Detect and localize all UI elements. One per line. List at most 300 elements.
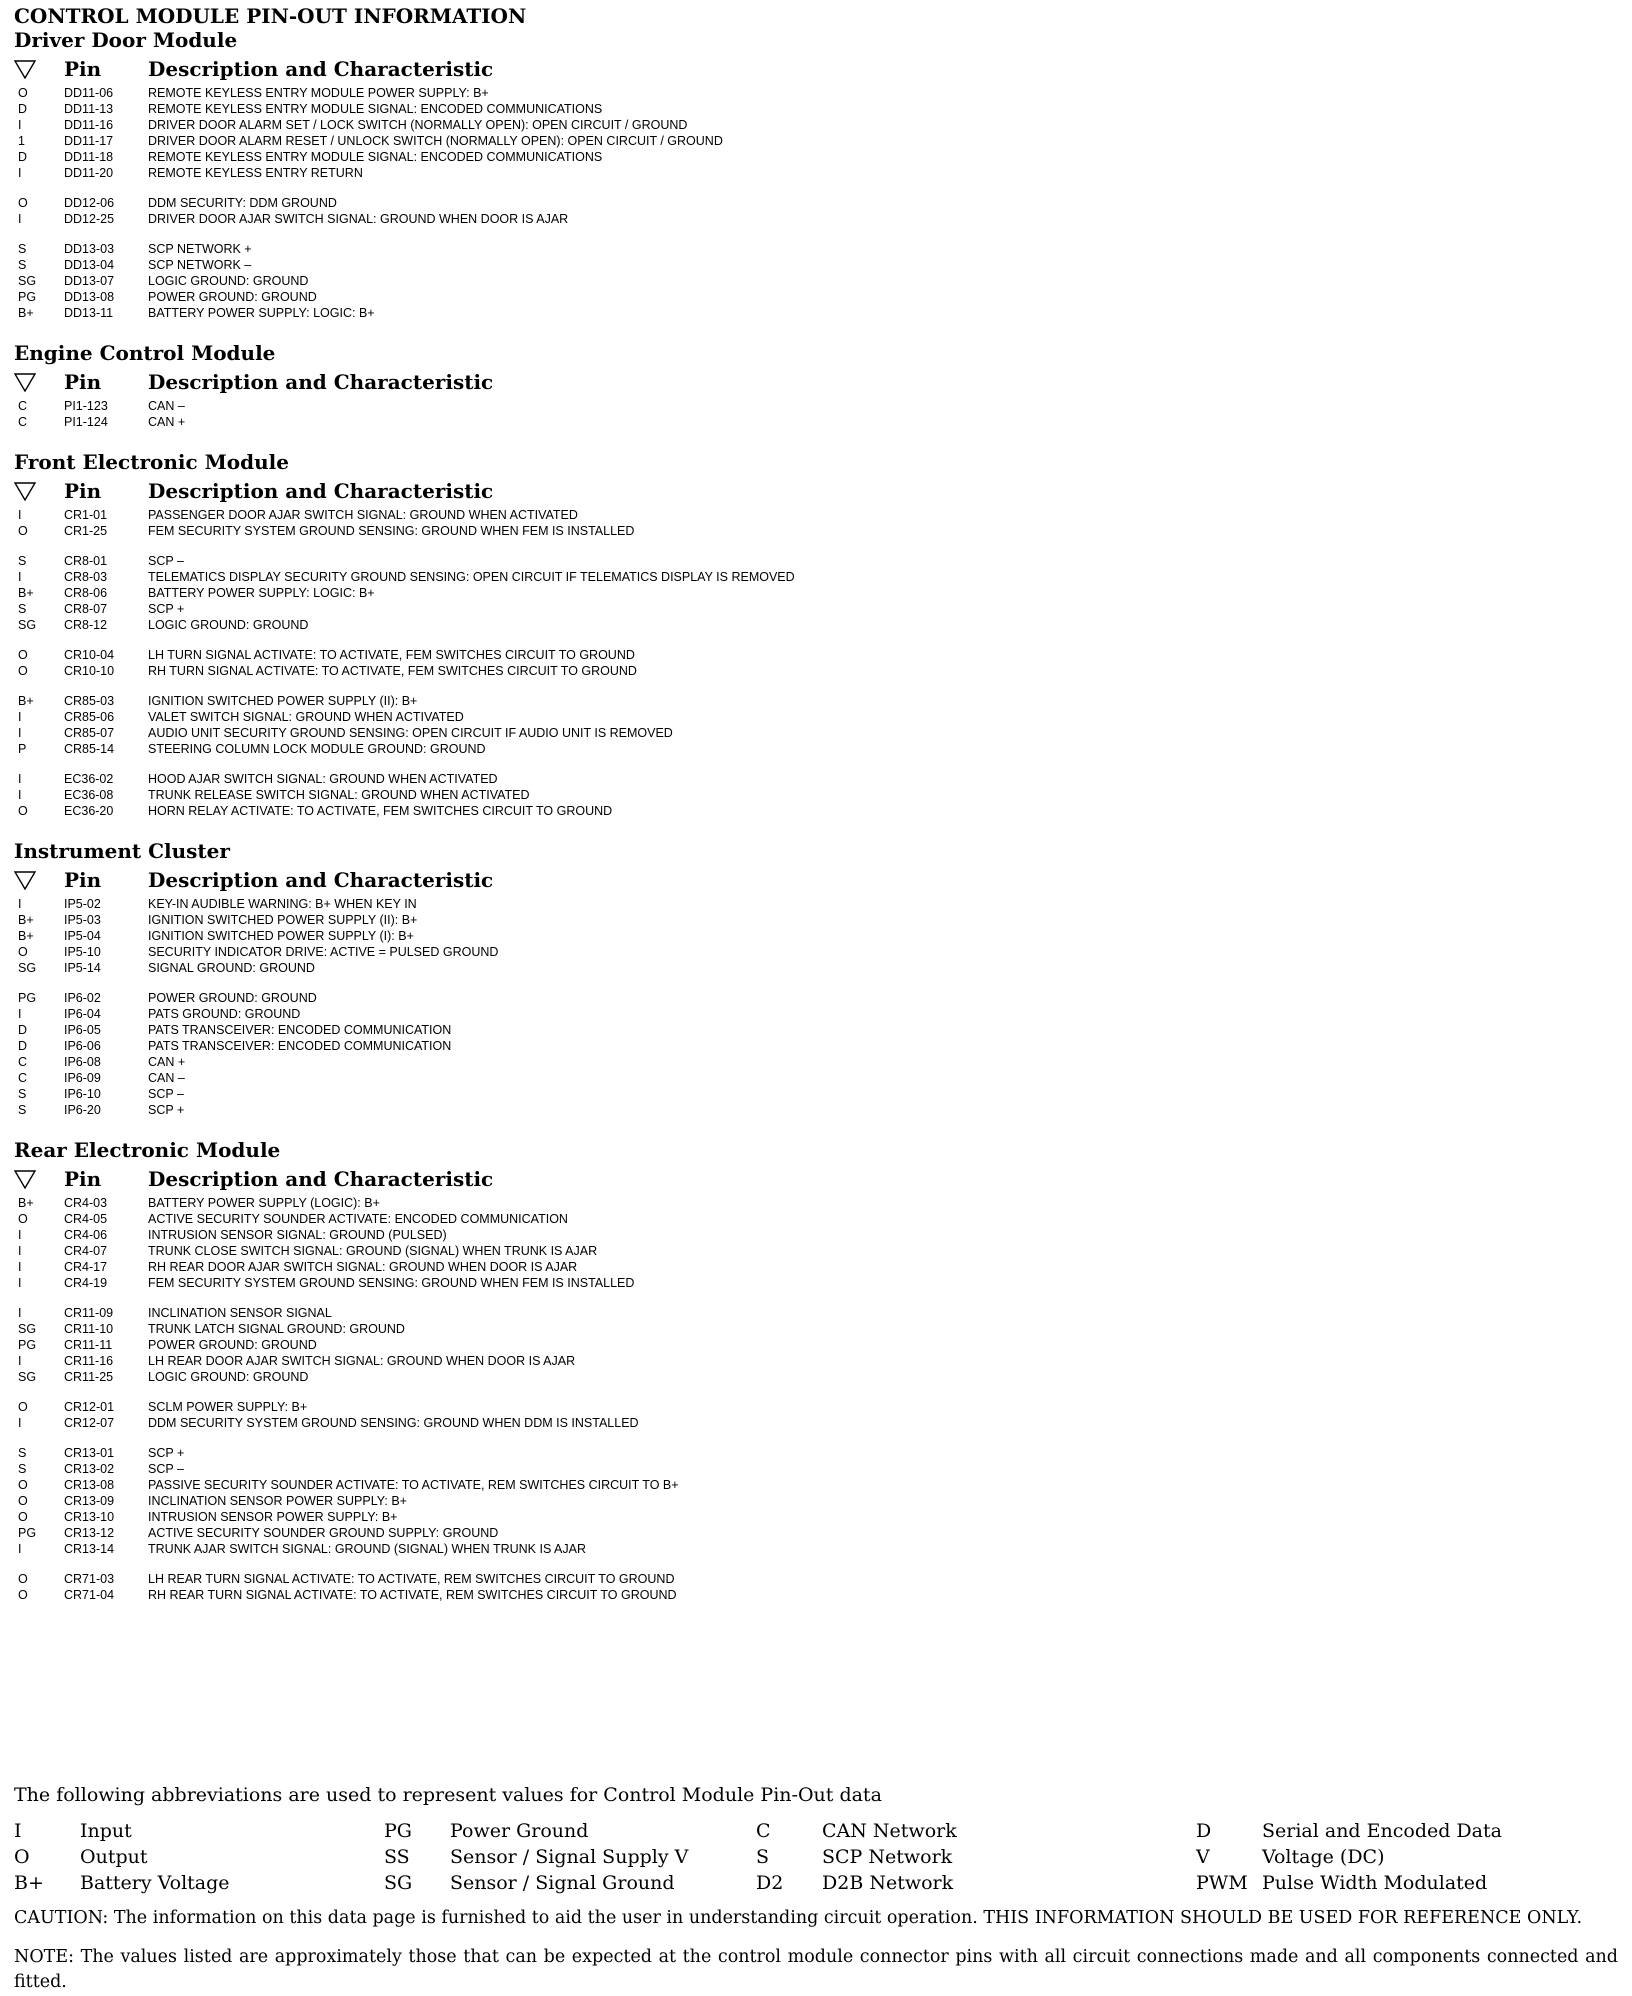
pin-description: INTRUSION SENSOR SIGNAL: GROUND (PULSED) bbox=[148, 1228, 447, 1242]
pin-description: CAN + bbox=[148, 1055, 186, 1069]
signal-type: I bbox=[18, 1244, 22, 1258]
table-row bbox=[14, 741, 1618, 757]
pin-column-header: Pin bbox=[64, 370, 102, 394]
pin-description: DRIVER DOOR ALARM SET / LOCK SWITCH (NORMALLY OPEN): OPEN CIRCUIT / GROUND bbox=[148, 118, 688, 132]
page-title: CONTROL MODULE PIN-OUT INFORMATION bbox=[14, 4, 527, 28]
pin-id: CR13-08 bbox=[64, 1478, 115, 1492]
signal-type: I bbox=[18, 1354, 22, 1368]
description-column-header: Description and Characteristic bbox=[148, 479, 494, 503]
signal-type: S bbox=[18, 554, 27, 568]
pin-id: CR8-12 bbox=[64, 618, 108, 632]
signal-type: O bbox=[18, 1588, 28, 1602]
pin-id: IP6-20 bbox=[64, 1103, 101, 1117]
abbreviation-code: C bbox=[756, 1820, 771, 1842]
pin-id: IP5-04 bbox=[64, 929, 101, 943]
module-section bbox=[14, 28, 1618, 321]
module-title: Front Electronic Module bbox=[14, 450, 289, 474]
abbreviation-code: O bbox=[14, 1846, 30, 1868]
pin-description: IGNITION SWITCHED POWER SUPPLY (I): B+ bbox=[148, 929, 414, 943]
pin-description: ACTIVE SECURITY SOUNDER ACTIVATE: ENCODED COMMUNICATION bbox=[148, 1212, 568, 1226]
table-row bbox=[14, 414, 1618, 430]
pin-group bbox=[14, 1195, 1618, 1291]
pin-id: PI1-124 bbox=[64, 415, 108, 429]
pin-description: IGNITION SWITCHED POWER SUPPLY (II): B+ bbox=[148, 694, 418, 708]
pin-description: PATS TRANSCEIVER: ENCODED COMMUNICATION bbox=[148, 1023, 452, 1037]
pin-id: CR71-03 bbox=[64, 1572, 115, 1586]
abbreviation-item bbox=[1196, 1818, 1502, 1844]
signal-type: O bbox=[18, 664, 28, 678]
pin-id: CR13-02 bbox=[64, 1462, 115, 1476]
table-row bbox=[14, 149, 1618, 165]
signal-type: SG bbox=[18, 618, 37, 632]
pin-id: CR85-07 bbox=[64, 726, 115, 740]
signal-type: D bbox=[18, 1039, 28, 1053]
pin-description: INCLINATION SENSOR SIGNAL bbox=[148, 1306, 332, 1320]
pin-group bbox=[14, 195, 1618, 227]
table-row bbox=[14, 1477, 1618, 1493]
pin-description: HOOD AJAR SWITCH SIGNAL: GROUND WHEN ACTIVATED bbox=[148, 772, 498, 786]
signal-type: O bbox=[18, 804, 28, 818]
signal-type: O bbox=[18, 524, 28, 538]
pin-id: PI1-123 bbox=[64, 399, 108, 413]
table-row bbox=[14, 1509, 1618, 1525]
table-row bbox=[14, 523, 1618, 539]
pin-description: CAN – bbox=[148, 399, 185, 413]
pin-description: SCP – bbox=[148, 1087, 184, 1101]
table-row bbox=[14, 990, 1618, 1006]
abbreviation-item bbox=[756, 1818, 957, 1844]
pin-group bbox=[14, 771, 1618, 819]
signal-type: O bbox=[18, 648, 28, 662]
pin-description: FEM SECURITY SYSTEM GROUND SENSING: GROUND WHEN FEM IS INSTALLED bbox=[148, 1276, 635, 1290]
table-row bbox=[14, 617, 1618, 633]
table-row bbox=[14, 195, 1618, 211]
signal-type: B+ bbox=[18, 913, 34, 927]
abbreviation-code: I bbox=[14, 1820, 22, 1842]
pin-group bbox=[14, 1445, 1618, 1557]
signal-type: D bbox=[18, 102, 28, 116]
modules-list bbox=[14, 28, 1618, 1603]
signal-type: C bbox=[18, 1071, 28, 1085]
pin-description: KEY-IN AUDIBLE WARNING: B+ WHEN KEY IN bbox=[148, 897, 417, 911]
module-section bbox=[14, 341, 1618, 430]
table-row bbox=[14, 1571, 1618, 1587]
signal-type: S bbox=[18, 1103, 27, 1117]
pin-id: CR71-04 bbox=[64, 1588, 115, 1602]
module-section bbox=[14, 839, 1618, 1118]
signal-type: O bbox=[18, 945, 28, 959]
pin-id: CR8-07 bbox=[64, 602, 108, 616]
abbreviation-meaning: Input bbox=[80, 1820, 132, 1842]
pin-id: CR11-16 bbox=[64, 1354, 114, 1368]
pin-id: CR13-01 bbox=[64, 1446, 115, 1460]
table-header bbox=[14, 53, 1618, 85]
pin-description: LOGIC GROUND: GROUND bbox=[148, 274, 309, 288]
table-row bbox=[14, 585, 1618, 601]
table-row bbox=[14, 1525, 1618, 1541]
triangle-down-icon bbox=[14, 481, 64, 501]
table-row bbox=[14, 960, 1618, 976]
table-row bbox=[14, 1054, 1618, 1070]
abbreviation-item bbox=[14, 1818, 230, 1844]
signal-type: I bbox=[18, 1228, 22, 1242]
abbreviation-meaning: Output bbox=[80, 1846, 148, 1868]
table-row bbox=[14, 1070, 1618, 1086]
signal-type: PG bbox=[18, 1338, 37, 1352]
pin-id: CR85-14 bbox=[64, 742, 115, 756]
signal-type: S bbox=[18, 242, 27, 256]
pin-id: CR13-10 bbox=[64, 1510, 115, 1524]
pin-description: SECURITY INDICATOR DRIVE: ACTIVE = PULSED GROUND bbox=[148, 945, 499, 959]
pin-id: IP6-02 bbox=[64, 991, 101, 1005]
pin-description: TELEMATICS DISPLAY SECURITY GROUND SENSING: OPEN CIRCUIT IF TELEMATICS DISPLAY IS REMOVED bbox=[148, 570, 795, 584]
pin-description: STEERING COLUMN LOCK MODULE GROUND: GROUND bbox=[148, 742, 486, 756]
pin-description: BATTERY POWER SUPPLY: LOGIC: B+ bbox=[148, 586, 375, 600]
abbreviation-item bbox=[14, 1870, 230, 1896]
table-row bbox=[14, 1445, 1618, 1461]
pin-description: LH TURN SIGNAL ACTIVATE: TO ACTIVATE, FEM SWITCHES CIRCUIT TO GROUND bbox=[148, 648, 635, 662]
pin-id: IP5-02 bbox=[64, 897, 101, 911]
pin-description: SIGNAL GROUND: GROUND bbox=[148, 961, 315, 975]
signal-type: S bbox=[18, 258, 27, 272]
pin-id: DD11-18 bbox=[64, 150, 114, 164]
pin-id: IP6-08 bbox=[64, 1055, 101, 1069]
table-row bbox=[14, 211, 1618, 227]
caution-text: CAUTION: The information on this data page is furnished to aid the user in understanding circuit operation. THIS INFORMATION SHOULD BE USED FOR REFERENCE ONLY. bbox=[14, 1908, 1583, 1928]
pin-description: LOGIC GROUND: GROUND bbox=[148, 1370, 309, 1384]
table-row bbox=[14, 1022, 1618, 1038]
abbreviation-meaning: Sensor / Signal Ground bbox=[450, 1872, 675, 1894]
abbreviation-column bbox=[1196, 1818, 1502, 1896]
table-row bbox=[14, 1227, 1618, 1243]
description-column-header: Description and Characteristic bbox=[148, 1167, 494, 1191]
pin-id: CR8-03 bbox=[64, 570, 108, 584]
table-row bbox=[14, 1541, 1618, 1557]
module-section bbox=[14, 450, 1618, 819]
pin-id: CR13-12 bbox=[64, 1526, 115, 1540]
abbreviation-code: D bbox=[1196, 1820, 1212, 1842]
pin-description: PASSENGER DOOR AJAR SWITCH SIGNAL: GROUND WHEN ACTIVATED bbox=[148, 508, 578, 522]
pin-description: FEM SECURITY SYSTEM GROUND SENSING: GROUND WHEN FEM IS INSTALLED bbox=[148, 524, 635, 538]
pin-id: CR4-17 bbox=[64, 1260, 108, 1274]
pin-id: DD13-07 bbox=[64, 274, 115, 288]
table-row bbox=[14, 725, 1618, 741]
pin-group bbox=[14, 1399, 1618, 1431]
triangle-down-icon bbox=[14, 372, 64, 392]
pin-description: RH REAR DOOR AJAR SWITCH SIGNAL: GROUND WHEN DOOR IS AJAR bbox=[148, 1260, 578, 1274]
pin-id: CR4-05 bbox=[64, 1212, 108, 1226]
pin-description: PATS GROUND: GROUND bbox=[148, 1007, 301, 1021]
signal-type: O bbox=[18, 1572, 28, 1586]
module-title: Rear Electronic Module bbox=[14, 1138, 281, 1162]
table-row bbox=[14, 1587, 1618, 1603]
signal-type: O bbox=[18, 86, 28, 100]
pin-description: BATTERY POWER SUPPLY (LOGIC): B+ bbox=[148, 1196, 380, 1210]
pin-id: CR11-25 bbox=[64, 1370, 114, 1384]
signal-type: C bbox=[18, 399, 28, 413]
pin-id: DD12-06 bbox=[64, 196, 115, 210]
pin-description: PATS TRANSCEIVER: ENCODED COMMUNICATION bbox=[148, 1039, 452, 1053]
signal-type: D bbox=[18, 1023, 28, 1037]
pin-description: DRIVER DOOR AJAR SWITCH SIGNAL: GROUND WHEN DOOR IS AJAR bbox=[148, 212, 569, 226]
signal-type: D bbox=[18, 150, 28, 164]
table-header bbox=[14, 475, 1618, 507]
table-row bbox=[14, 1086, 1618, 1102]
pin-description: DDM SECURITY SYSTEM GROUND SENSING: GROUND WHEN DDM IS INSTALLED bbox=[148, 1416, 639, 1430]
pin-description: IGNITION SWITCHED POWER SUPPLY (II): B+ bbox=[148, 913, 418, 927]
abbreviation-meaning: SCP Network bbox=[822, 1846, 953, 1868]
signal-type: I bbox=[18, 1007, 22, 1021]
abbreviation-item bbox=[756, 1870, 957, 1896]
table-row bbox=[14, 601, 1618, 617]
table-row bbox=[14, 507, 1618, 523]
table-row bbox=[14, 553, 1618, 569]
abbreviation-code: SS bbox=[384, 1846, 410, 1868]
signal-type: P bbox=[18, 742, 27, 756]
pin-group bbox=[14, 553, 1618, 633]
table-row bbox=[14, 1243, 1618, 1259]
abbreviation-item bbox=[384, 1870, 688, 1896]
pin-column-header: Pin bbox=[64, 57, 102, 81]
pin-id: IP6-04 bbox=[64, 1007, 101, 1021]
abbreviation-code: D2 bbox=[756, 1872, 784, 1894]
pin-id: CR13-14 bbox=[64, 1542, 115, 1556]
table-row bbox=[14, 569, 1618, 585]
pin-description: ACTIVE SECURITY SOUNDER GROUND SUPPLY: GROUND bbox=[148, 1526, 499, 1540]
pin-id: IP5-03 bbox=[64, 913, 101, 927]
table-row bbox=[14, 117, 1618, 133]
pin-id: DD11-20 bbox=[64, 166, 114, 180]
pin-group bbox=[14, 693, 1618, 757]
pin-id: CR85-06 bbox=[64, 710, 115, 724]
signal-type: SG bbox=[18, 961, 37, 975]
pin-column-header: Pin bbox=[64, 868, 102, 892]
pin-description: PASSIVE SECURITY SOUNDER ACTIVATE: TO ACTIVATE, REM SWITCHES CIRCUIT TO B+ bbox=[148, 1478, 679, 1492]
pin-description: SCP + bbox=[148, 1446, 185, 1460]
pin-id: DD12-25 bbox=[64, 212, 115, 226]
pin-id: CR8-06 bbox=[64, 586, 108, 600]
pin-id: CR13-09 bbox=[64, 1494, 115, 1508]
table-row bbox=[14, 771, 1618, 787]
pin-id: IP5-14 bbox=[64, 961, 101, 975]
pin-description: BATTERY POWER SUPPLY: LOGIC: B+ bbox=[148, 306, 375, 320]
table-header bbox=[14, 864, 1618, 896]
signal-type: 1 bbox=[18, 134, 25, 148]
pin-description: DDM SECURITY: DDM GROUND bbox=[148, 196, 337, 210]
signal-type: S bbox=[18, 1087, 27, 1101]
abbreviation-meaning: Power Ground bbox=[450, 1820, 589, 1842]
pin-description: LH REAR DOOR AJAR SWITCH SIGNAL: GROUND WHEN DOOR IS AJAR bbox=[148, 1354, 576, 1368]
abbreviations-intro: The following abbreviations are used to represent values for Control Module Pin-Out data bbox=[14, 1784, 882, 1806]
table-row bbox=[14, 273, 1618, 289]
module-title: Engine Control Module bbox=[14, 341, 276, 365]
table-row bbox=[14, 647, 1618, 663]
pin-id: CR10-04 bbox=[64, 648, 115, 662]
table-row bbox=[14, 85, 1618, 101]
signal-type: SG bbox=[18, 1370, 37, 1384]
module-title: Instrument Cluster bbox=[14, 839, 230, 863]
abbreviation-meaning: Sensor / Signal Supply V bbox=[450, 1846, 689, 1868]
pin-id: CR1-25 bbox=[64, 524, 108, 538]
pin-id: EC36-02 bbox=[64, 772, 114, 786]
abbreviation-item bbox=[384, 1818, 688, 1844]
table-row bbox=[14, 257, 1618, 273]
abbreviation-item bbox=[384, 1844, 688, 1870]
pin-description: RH TURN SIGNAL ACTIVATE: TO ACTIVATE, FEM SWITCHES CIRCUIT TO GROUND bbox=[148, 664, 637, 678]
note-text: NOTE: The values listed are approximately those that can be expected at the control module connector pins with all circuit connections made and all components connected and fitted. bbox=[14, 1947, 1618, 1992]
abbreviation-code: S bbox=[756, 1846, 770, 1868]
signal-type: I bbox=[18, 1416, 22, 1430]
table-row bbox=[14, 709, 1618, 725]
pin-description: REMOTE KEYLESS ENTRY RETURN bbox=[148, 166, 363, 180]
pin-id: CR11-11 bbox=[64, 1338, 113, 1352]
pin-description: RH REAR TURN SIGNAL ACTIVATE: TO ACTIVATE, REM SWITCHES CIRCUIT TO GROUND bbox=[148, 1588, 677, 1602]
pin-description: HORN RELAY ACTIVATE: TO ACTIVATE, FEM SWITCHES CIRCUIT TO GROUND bbox=[148, 804, 613, 818]
table-row bbox=[14, 241, 1618, 257]
pin-description: SCP – bbox=[148, 1462, 184, 1476]
signal-type: C bbox=[18, 1055, 28, 1069]
pin-id: CR10-10 bbox=[64, 664, 115, 678]
pin-description: LH REAR TURN SIGNAL ACTIVATE: TO ACTIVATE, REM SWITCHES CIRCUIT TO GROUND bbox=[148, 1572, 675, 1586]
pinout-page bbox=[14, 4, 1618, 1623]
table-row bbox=[14, 165, 1618, 181]
pin-id: CR11-10 bbox=[64, 1322, 114, 1336]
description-column-header: Description and Characteristic bbox=[148, 868, 494, 892]
pin-id: EC36-08 bbox=[64, 788, 114, 802]
signal-type: PG bbox=[18, 1526, 37, 1540]
pin-id: CR11-09 bbox=[64, 1306, 114, 1320]
table-row bbox=[14, 1415, 1618, 1431]
table-row bbox=[14, 1493, 1618, 1509]
table-row bbox=[14, 1337, 1618, 1353]
signal-type: I bbox=[18, 1542, 22, 1556]
pin-id: IP6-05 bbox=[64, 1023, 101, 1037]
triangle-down-icon bbox=[14, 1169, 64, 1189]
pin-column-header: Pin bbox=[64, 1167, 102, 1191]
signal-type: I bbox=[18, 897, 22, 911]
signal-type: O bbox=[18, 1478, 28, 1492]
pin-description: SCP NETWORK – bbox=[148, 258, 252, 272]
pin-description: AUDIO UNIT SECURITY GROUND SENSING: OPEN CIRCUIT IF AUDIO UNIT IS REMOVED bbox=[148, 726, 673, 740]
pin-description: SCLM POWER SUPPLY: B+ bbox=[148, 1400, 308, 1414]
abbreviation-code: V bbox=[1196, 1846, 1210, 1868]
table-row bbox=[14, 133, 1618, 149]
abbreviation-item bbox=[1196, 1844, 1502, 1870]
triangle-down-icon bbox=[14, 59, 64, 79]
signal-type: SG bbox=[18, 274, 37, 288]
pin-description: SCP + bbox=[148, 1103, 185, 1117]
table-header bbox=[14, 366, 1618, 398]
pin-group bbox=[14, 990, 1618, 1118]
signal-type: B+ bbox=[18, 929, 34, 943]
pin-id: DD11-16 bbox=[64, 118, 114, 132]
pin-description: TRUNK RELEASE SWITCH SIGNAL: GROUND WHEN ACTIVATED bbox=[148, 788, 530, 802]
pin-id: CR4-03 bbox=[64, 1196, 108, 1210]
pin-description: REMOTE KEYLESS ENTRY MODULE SIGNAL: ENCODED COMMUNICATIONS bbox=[148, 102, 603, 116]
abbreviation-meaning: Battery Voltage bbox=[80, 1872, 230, 1894]
signal-type: I bbox=[18, 1260, 22, 1274]
signal-type: I bbox=[18, 212, 22, 226]
pin-id: IP6-10 bbox=[64, 1087, 101, 1101]
signal-type: C bbox=[18, 415, 28, 429]
abbreviation-item bbox=[14, 1844, 230, 1870]
abbreviation-column bbox=[756, 1818, 957, 1896]
pin-description: POWER GROUND: GROUND bbox=[148, 1338, 317, 1352]
description-column-header: Description and Characteristic bbox=[148, 57, 494, 81]
pin-group bbox=[14, 647, 1618, 679]
pin-id: DD13-11 bbox=[64, 306, 114, 320]
abbreviation-code: PG bbox=[384, 1820, 412, 1842]
description-column-header: Description and Characteristic bbox=[148, 370, 494, 394]
pin-description: SCP NETWORK + bbox=[148, 242, 252, 256]
pin-id: DD13-08 bbox=[64, 290, 115, 304]
abbreviation-meaning: CAN Network bbox=[822, 1820, 957, 1842]
table-row bbox=[14, 944, 1618, 960]
table-row bbox=[14, 1305, 1618, 1321]
signal-type: I bbox=[18, 1276, 22, 1290]
table-header bbox=[14, 1163, 1618, 1195]
pin-description: REMOTE KEYLESS ENTRY MODULE POWER SUPPLY: B+ bbox=[148, 86, 489, 100]
pin-description: REMOTE KEYLESS ENTRY MODULE SIGNAL: ENCODED COMMUNICATIONS bbox=[148, 150, 603, 164]
signal-type: O bbox=[18, 1494, 28, 1508]
table-row bbox=[14, 1275, 1618, 1291]
table-row bbox=[14, 663, 1618, 679]
table-row bbox=[14, 1195, 1618, 1211]
table-row bbox=[14, 305, 1618, 321]
abbreviation-code: SG bbox=[384, 1872, 413, 1894]
table-row bbox=[14, 693, 1618, 709]
table-row bbox=[14, 1353, 1618, 1369]
table-row bbox=[14, 101, 1618, 117]
signal-type: S bbox=[18, 602, 27, 616]
table-row bbox=[14, 912, 1618, 928]
pin-id: CR12-01 bbox=[64, 1400, 115, 1414]
signal-type: S bbox=[18, 1462, 27, 1476]
pin-id: CR85-03 bbox=[64, 694, 115, 708]
signal-type: B+ bbox=[18, 306, 34, 320]
pin-id: CR4-07 bbox=[64, 1244, 108, 1258]
pin-description: SCP – bbox=[148, 554, 184, 568]
signal-type: I bbox=[18, 570, 22, 584]
pin-description: TRUNK LATCH SIGNAL GROUND: GROUND bbox=[148, 1322, 405, 1336]
signal-type: B+ bbox=[18, 694, 34, 708]
table-row bbox=[14, 787, 1618, 803]
pin-group bbox=[14, 1571, 1618, 1603]
signal-type: O bbox=[18, 1212, 28, 1226]
table-row bbox=[14, 928, 1618, 944]
pin-id: IP6-09 bbox=[64, 1071, 101, 1085]
abbreviation-column bbox=[384, 1818, 688, 1896]
pin-id: CR4-06 bbox=[64, 1228, 108, 1242]
signal-type: B+ bbox=[18, 1196, 34, 1210]
pin-id: EC36-20 bbox=[64, 804, 114, 818]
abbreviation-code: PWM bbox=[1196, 1872, 1248, 1894]
signal-type: I bbox=[18, 726, 22, 740]
table-row bbox=[14, 1321, 1618, 1337]
abbreviation-item bbox=[756, 1844, 957, 1870]
pin-id: IP5-10 bbox=[64, 945, 101, 959]
abbreviation-meaning: Pulse Width Modulated bbox=[1262, 1872, 1488, 1894]
pin-id: CR1-01 bbox=[64, 508, 108, 522]
pin-description: INCLINATION SENSOR POWER SUPPLY: B+ bbox=[148, 1494, 407, 1508]
table-row bbox=[14, 398, 1618, 414]
table-row bbox=[14, 1461, 1618, 1477]
pin-group bbox=[14, 1305, 1618, 1385]
pin-group bbox=[14, 85, 1618, 181]
pin-description: DRIVER DOOR ALARM RESET / UNLOCK SWITCH (NORMALLY OPEN): OPEN CIRCUIT / GROUND bbox=[148, 134, 723, 148]
signal-type: PG bbox=[18, 290, 37, 304]
table-row bbox=[14, 1369, 1618, 1385]
